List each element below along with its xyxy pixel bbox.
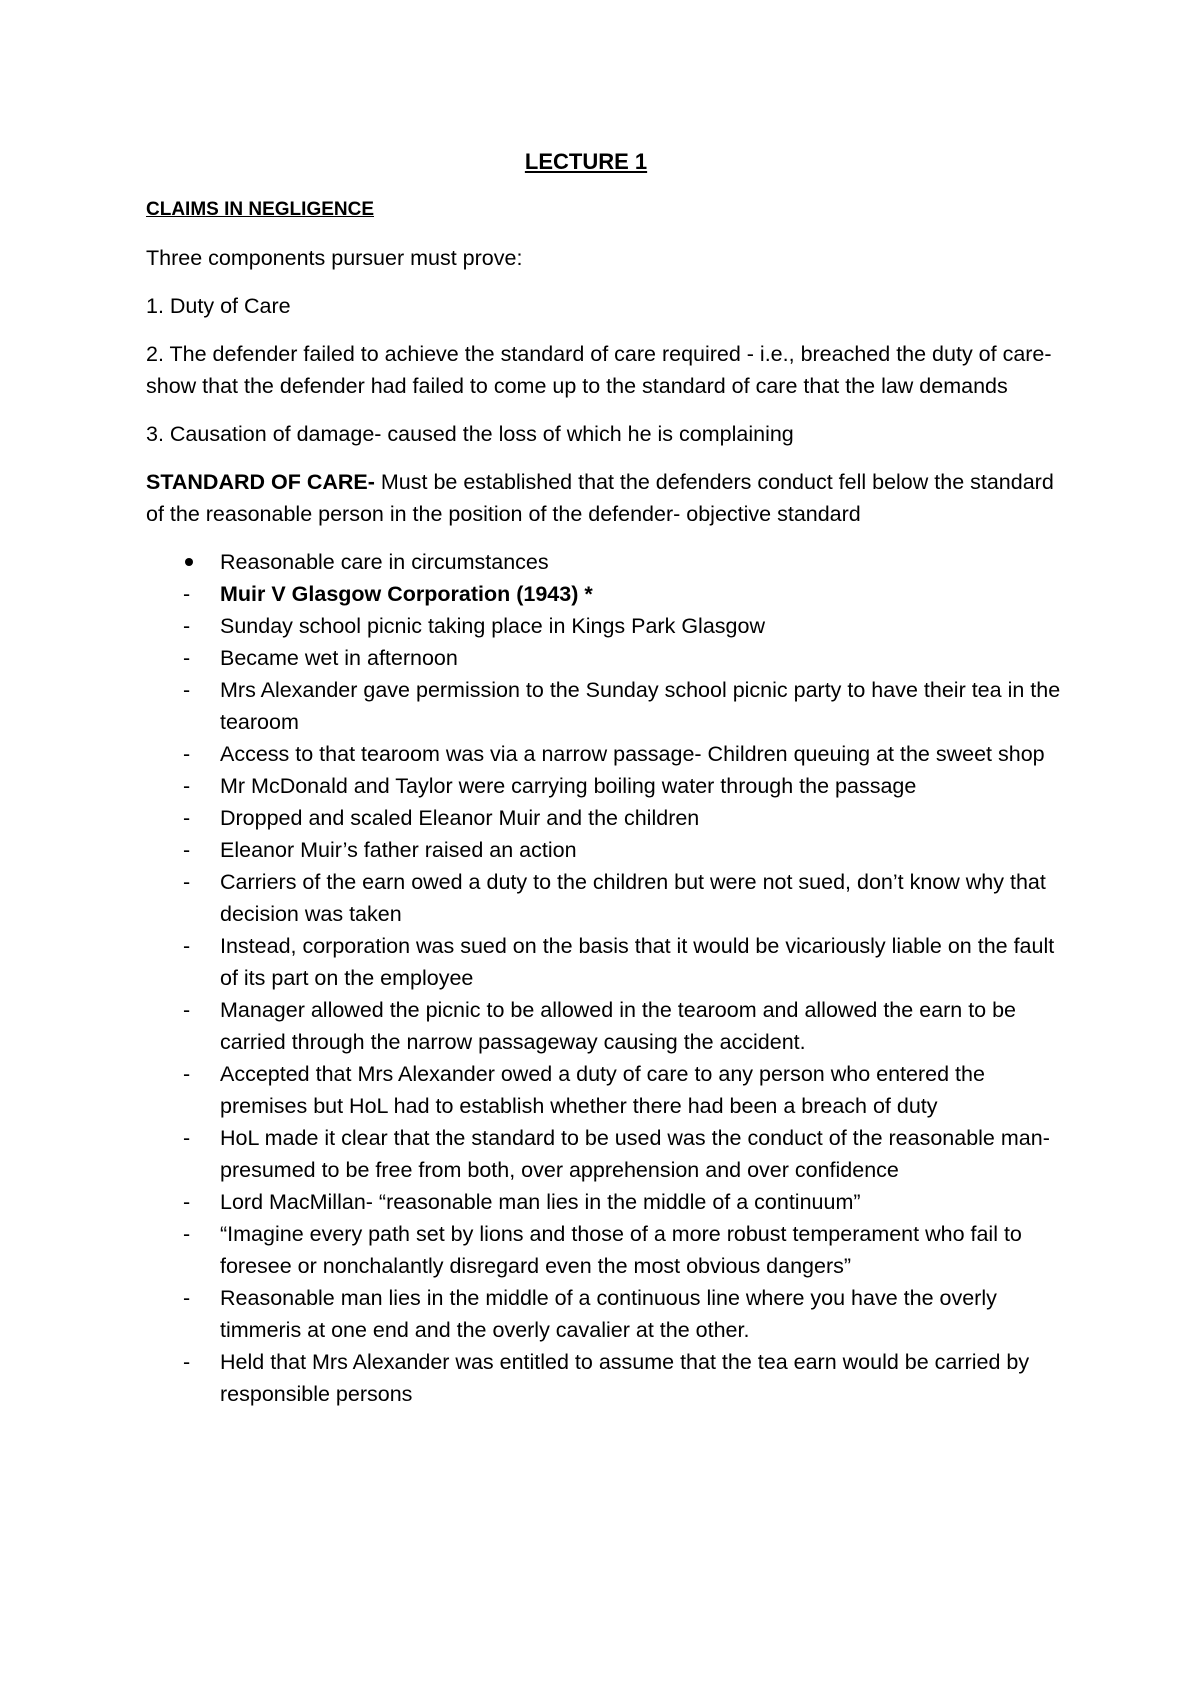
- component-2: 2. The defender failed to achieve the standard of care required - i.e., breached the duty of care- show that the defender had failed to come up to the standard of care that the law demands: [146, 342, 1052, 398]
- dash-list: [183, 578, 1066, 1410]
- dash-item-text: Accepted that Mrs Alexander owed a duty of care to any person who entered the premises but HoL had to establish whether there had been a breach of duty: [220, 1062, 985, 1118]
- dash-item: [183, 1346, 1066, 1410]
- dash-item-text: Became wet in afternoon: [220, 646, 458, 670]
- dash-icon: -: [183, 934, 191, 958]
- component-1: 1. Duty of Care: [146, 294, 291, 318]
- dash-item-text: Manager allowed the picnic to be allowed in the tearoom and allowed the earn to be carried through the narrow passageway causing the accident.: [220, 998, 1017, 1054]
- dash-icon: -: [183, 1286, 191, 1310]
- standard-of-care-paragraph: [146, 466, 1066, 530]
- dash-item-text: HoL made it clear that the standard to be used was the conduct of the reasonable man- presumed to be free from both, over apprehension and over confidence: [220, 1126, 1050, 1182]
- standard-of-care-label: STANDARD OF CARE-: [146, 470, 375, 494]
- dash-icon: -: [183, 614, 191, 638]
- dash-icon: -: [183, 1062, 191, 1086]
- dash-item: [183, 1058, 1066, 1122]
- dash-icon: -: [183, 646, 191, 670]
- dash-item-text: Held that Mrs Alexander was entitled to assume that the tea earn would be carried by responsible persons: [220, 1350, 1030, 1406]
- bullet-dot-icon: [185, 558, 193, 566]
- intro-text: Three components pursuer must prove:: [146, 246, 523, 270]
- case-name: Muir V Glasgow Corporation (1943) *: [220, 582, 593, 606]
- dash-item-text: “Imagine every path set by lions and those of a more robust temperament who fail to foresee or nonchalantly disregard even the most obvious dangers”: [220, 1222, 1022, 1278]
- dash-item: [183, 866, 1066, 930]
- dash-icon: -: [183, 1190, 191, 1214]
- dash-item: [183, 1218, 1066, 1282]
- dash-item-text: Carriers of the earn owed a duty to the children but were not sued, don’t know why that decision was taken: [220, 870, 1046, 926]
- dash-item: [183, 802, 1066, 834]
- document-page: [146, 146, 1066, 1410]
- dash-icon: -: [183, 998, 191, 1022]
- section-heading: CLAIMS IN NEGLIGENCE: [146, 199, 375, 220]
- dash-item: [183, 610, 1066, 642]
- dash-item: [183, 642, 1066, 674]
- lecture-title: LECTURE 1: [524, 149, 648, 174]
- dash-item-text: Access to that tearoom was via a narrow passage- Children queuing at the sweet shop: [220, 742, 1045, 766]
- dash-item: [183, 994, 1066, 1058]
- dash-item: [183, 1186, 1066, 1218]
- dash-item-text: Instead, corporation was sued on the basis that it would be vicariously liable on the fault of its part on the employee: [220, 934, 1055, 990]
- dash-item-text: Mrs Alexander gave permission to the Sunday school picnic party to have their tea in the tearoom: [220, 678, 1061, 734]
- dash-item: [183, 674, 1066, 738]
- dash-item: [183, 1282, 1066, 1346]
- dash-icon: -: [183, 1222, 191, 1246]
- component-3: 3. Causation of damage- caused the loss of which he is complaining: [146, 422, 794, 446]
- dash-icon: -: [183, 838, 191, 862]
- dash-icon: -: [183, 742, 191, 766]
- dash-icon: -: [183, 806, 191, 830]
- dash-item: [183, 738, 1066, 770]
- dash-item-text: Reasonable man lies in the middle of a continuous line where you have the overly timmeris at one end and the overly cavalier at the other.: [220, 1286, 997, 1342]
- dash-icon: -: [183, 774, 191, 798]
- dash-item-text: Lord MacMillan- “reasonable man lies in the middle of a continuum”: [220, 1190, 861, 1214]
- dash-item-text: Sunday school picnic taking place in Kings Park Glasgow: [220, 614, 765, 638]
- bullet-item: [146, 546, 1066, 1410]
- dash-item-text: Dropped and scaled Eleanor Muir and the children: [220, 806, 700, 830]
- dash-item: [183, 930, 1066, 994]
- dash-item: [183, 770, 1066, 802]
- dash-icon: -: [183, 582, 191, 606]
- dash-item-text: Mr McDonald and Taylor were carrying boiling water through the passage: [220, 774, 917, 798]
- standard-of-care-text: Must be established that the defenders conduct fell below the standard of the reasonable person in the position of the defender- objective standard: [146, 470, 1054, 526]
- case-name-item: [183, 578, 1066, 610]
- dash-icon: -: [183, 870, 191, 894]
- dash-item: [183, 834, 1066, 866]
- bullet-list: [146, 546, 1066, 1410]
- dash-item: [183, 1122, 1066, 1186]
- dash-icon: -: [183, 1350, 191, 1374]
- bullet-label: Reasonable care in circumstances: [220, 550, 549, 574]
- dash-item-text: Eleanor Muir’s father raised an action: [220, 838, 577, 862]
- dash-icon: -: [183, 678, 191, 702]
- dash-icon: -: [183, 1126, 191, 1150]
